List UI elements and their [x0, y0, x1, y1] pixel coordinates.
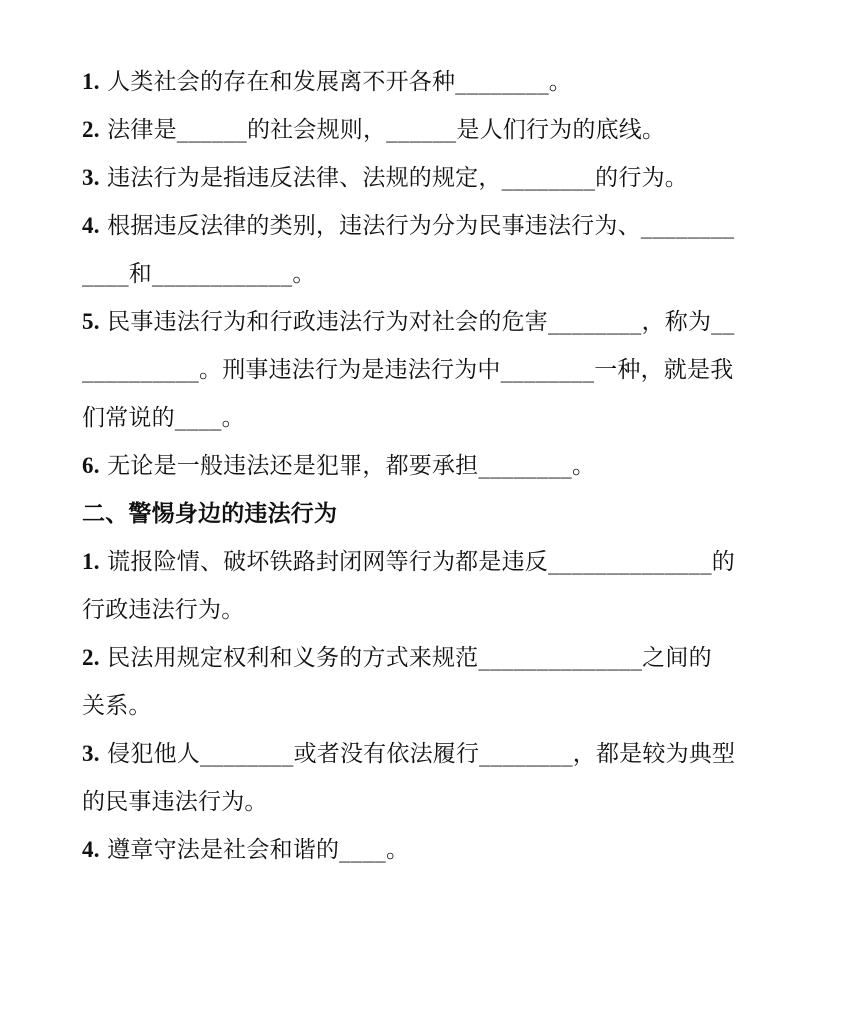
question-line [82, 442, 782, 490]
question-line [82, 154, 782, 202]
question-number: 5. [82, 309, 100, 334]
question-number: 3. [82, 741, 100, 766]
question-line [82, 634, 782, 682]
question-line [82, 730, 782, 778]
question-line [82, 58, 782, 106]
question-line-continuation [82, 250, 782, 298]
question-text: 谎报险情、破坏铁路封闭网等行为都是违反______________的 [99, 549, 735, 575]
question-line [82, 826, 782, 874]
question-text: 侵犯他人________或者没有依法履行________，都是较为典型 [99, 741, 736, 767]
question-text: 违法行为是指违反法律、法规的规定，________的行为。 [99, 165, 688, 191]
question-text: 无论是一般违法还是犯罪，都要承担________。 [99, 453, 596, 479]
question-text: 法律是______的社会规则，______是人们行为的底线。 [99, 117, 666, 143]
question-text: 的民事违法行为。 [82, 789, 268, 815]
question-text: 民事违法行为和行政违法行为对社会的危害________，称为__ [99, 309, 735, 335]
question-line [82, 538, 782, 586]
question-text: 遵章守法是社会和谐的____。 [99, 837, 410, 863]
question-line [82, 298, 782, 346]
question-line-continuation [82, 394, 782, 442]
section-heading [82, 490, 782, 538]
question-line-continuation [82, 586, 782, 634]
question-number: 3. [82, 165, 100, 190]
worksheet [82, 58, 782, 874]
question-number: 6. [82, 453, 100, 478]
question-number: 2. [82, 645, 100, 670]
question-line [82, 202, 782, 250]
section-heading-text: 二、警惕身边的违法行为 [82, 500, 338, 527]
question-number: 1. [82, 549, 100, 574]
question-number: 1. [82, 69, 100, 94]
question-text: ____和____________。 [82, 261, 316, 287]
question-text: 行政违法行为。 [82, 597, 245, 623]
question-number: 4. [82, 837, 100, 862]
question-text: 们常说的____。 [82, 405, 245, 431]
question-line [82, 106, 782, 154]
question-line-continuation [82, 682, 782, 730]
question-line-continuation [82, 346, 782, 394]
question-number: 4. [82, 213, 100, 238]
question-text: 人类社会的存在和发展离不开各种________。 [99, 69, 572, 95]
question-line-continuation [82, 778, 782, 826]
question-text: __________。刑事违法行为是违法行为中________一种，就是我 [82, 357, 734, 383]
question-text: 关系。 [82, 693, 152, 719]
question-text: 民法用规定权利和义务的方式来规范______________之间的 [99, 645, 712, 671]
question-number: 2. [82, 117, 100, 142]
question-text: 根据违反法律的类别，违法行为分为民事违法行为、________ [99, 213, 735, 239]
